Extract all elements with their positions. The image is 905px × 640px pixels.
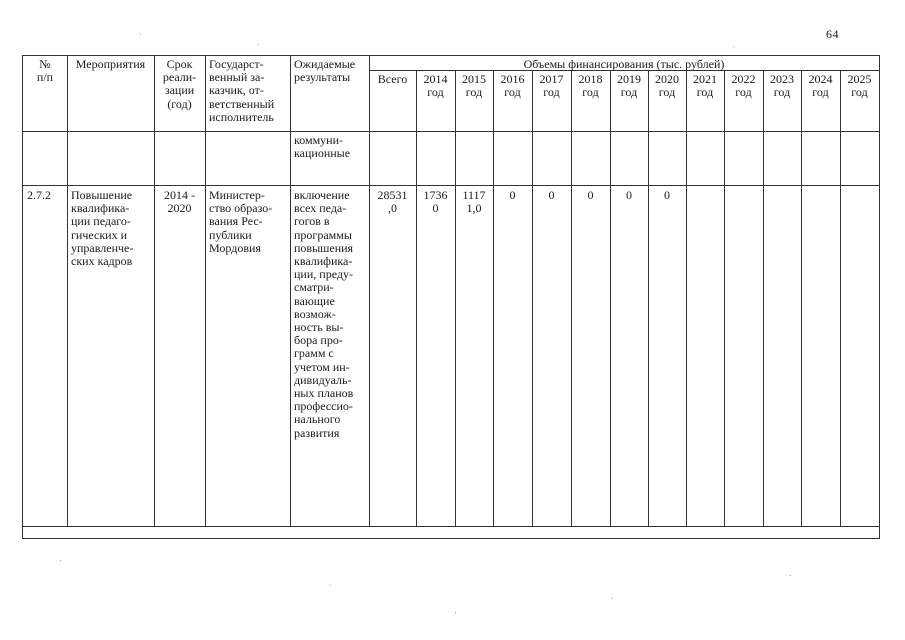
- row-term: 2014 - 2020: [164, 188, 195, 216]
- scan-speck: [258, 44, 259, 45]
- row-value: 0: [626, 188, 632, 202]
- header-total: Всего: [377, 72, 408, 86]
- header-year: 2022 год: [731, 72, 756, 100]
- row-activity: Повышение квалифика- ции педаго- гических и управленче- ских кадров: [71, 188, 134, 269]
- row-value: 1117 1,0: [462, 188, 486, 216]
- row-customer: Министер- ство образо- вания Рес- публики Мордовия: [209, 188, 273, 255]
- header-year: 2019 год: [617, 72, 641, 100]
- row-total: 28531 ,0: [377, 188, 408, 216]
- row-value: 0: [664, 188, 670, 202]
- header-year: 2015 год: [462, 72, 486, 100]
- header-year: 2025 год: [847, 72, 872, 100]
- header-year: 2014 год: [423, 72, 448, 100]
- col-divider: [610, 70, 611, 526]
- header-year: 2023 год: [770, 72, 794, 100]
- col-divider: [686, 70, 687, 526]
- financing-table: [22, 55, 880, 539]
- scan-speck: [330, 585, 331, 586]
- col-divider: [455, 70, 456, 526]
- row-value: 1736 0: [423, 188, 448, 216]
- header-year: 2017 год: [539, 72, 564, 100]
- row-expected: включение всех педа- гогов в программы повышения квалифика- ции, преду- сматри- вающие возмож- ность вы- бора про- грамм с учетом ин- дивидуаль- ных планов профессио- нального развития: [294, 188, 354, 440]
- header-year: 2024 год: [808, 72, 833, 100]
- col-divider: [154, 56, 155, 526]
- header-year: 2018 год: [578, 72, 603, 100]
- col-divider: [724, 70, 725, 526]
- header-activities: Мероприятия: [75, 57, 146, 71]
- col-divider: [416, 70, 417, 526]
- row-divider: [23, 185, 879, 186]
- col-divider: [571, 70, 572, 526]
- scan-speck: [140, 34, 141, 35]
- header-year: 2021 год: [693, 72, 717, 100]
- header-expected: Ожидаемые результаты: [294, 57, 356, 85]
- scan-speck: [60, 560, 61, 561]
- col-divider: [493, 70, 494, 526]
- col-divider: [532, 70, 533, 526]
- header-financing-title: Объемы финансирования (тыс. рублей): [523, 57, 725, 71]
- col-divider: [840, 70, 841, 526]
- scan-speck: [455, 612, 456, 613]
- col-divider: [801, 70, 802, 526]
- col-divider: [205, 56, 206, 526]
- row-number: 2.7.2: [27, 188, 51, 202]
- page-number: 64: [826, 27, 839, 41]
- row-value: 0: [548, 188, 555, 202]
- header-customer: Государст- венный за- казчик, от- ветственный исполнитель: [209, 57, 275, 124]
- row-divider: [23, 526, 879, 527]
- header-term: Срок реали- зации (год): [162, 57, 197, 111]
- row-value: 0: [587, 188, 594, 202]
- header-number: № п/п: [36, 57, 54, 85]
- col-divider: [67, 56, 68, 526]
- scan-speck: [790, 575, 791, 576]
- col-divider: [763, 70, 764, 526]
- scan-speck: [612, 598, 613, 599]
- continuation-expected: коммуни- кационные: [294, 133, 351, 161]
- header-year: 2020 год: [655, 72, 679, 100]
- row-value: 0: [509, 188, 516, 202]
- scan-speck: [733, 46, 734, 47]
- row-divider: [23, 131, 879, 132]
- col-divider: [369, 56, 370, 526]
- col-divider: [290, 56, 291, 526]
- header-year: 2016 год: [500, 72, 525, 100]
- col-divider: [648, 70, 649, 526]
